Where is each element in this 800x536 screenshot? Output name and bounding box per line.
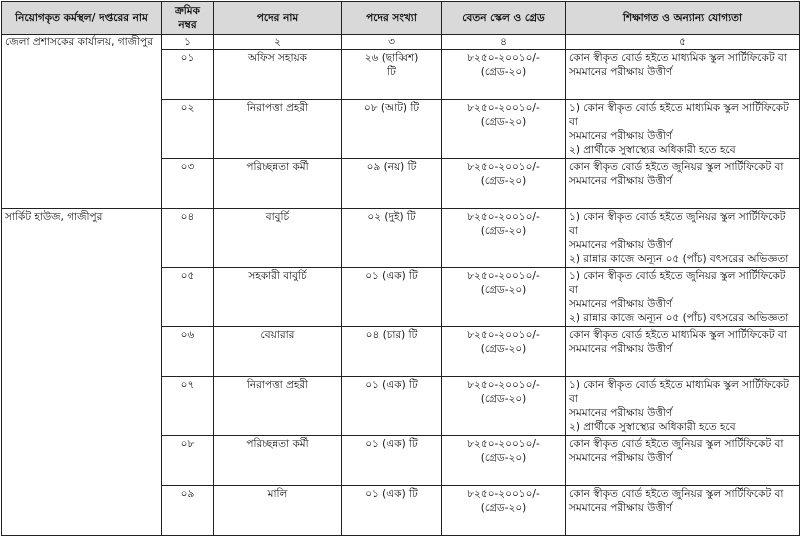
qualification-cell xyxy=(566,100,800,159)
column-number: ১ xyxy=(162,35,214,50)
qualification-line: ২) প্রার্থীকে সুস্বাস্থ্যের অধিকারী হতে হবে xyxy=(569,421,736,433)
qualification-line: সমমানের পরীক্ষায় উত্তীর্ণ xyxy=(569,66,673,78)
grade-line: (গ্রেড-২০) xyxy=(480,502,527,514)
post-count-cell xyxy=(342,209,442,268)
post-count-cell xyxy=(342,100,442,159)
count-line: ০১ (এক) টি xyxy=(365,438,418,450)
header-row xyxy=(2,2,800,35)
column-number: ৫ xyxy=(566,35,800,50)
qualification-line: কোন স্বীকৃত বোর্ড হইতে মাধ্যমিক স্কুল সার্টিফিকেট বা xyxy=(569,52,787,64)
qualification-line: সমমানের পরীক্ষায় উত্তীর্ণ xyxy=(569,130,673,142)
count-line: ০১ (এক) টি xyxy=(365,379,418,391)
post-name-cell: সহকারী বাবুর্চি xyxy=(214,268,342,327)
post-count-cell xyxy=(342,268,442,327)
scale-line: ৮২৫০-২০০১০/- xyxy=(467,161,540,173)
pay-scale-cell xyxy=(442,268,566,327)
post-name-cell: অফিস সহায়ক xyxy=(214,50,342,100)
qualification-line: সমমানের পরীক্ষায় উত্তীর্ণ xyxy=(569,407,673,419)
qualification-line: ১) কোন স্বীকৃত বোর্ড হইতে মাধ্যমিক স্কুল সার্টিফিকেট বা xyxy=(569,379,789,405)
qualification-line: ২) রান্নার কাজে অন্যূন ০৫ (পাঁচ) বৎসরের অভিজ্ঞতা xyxy=(569,253,789,265)
pay-scale-cell xyxy=(442,100,566,159)
qualification-line: ১) কোন স্বীকৃত বোর্ড হইতে জুনিয়র স্কুল সার্টিফিকেট বা xyxy=(569,211,786,237)
scale-line: ৮২৫০-২০০১০/- xyxy=(467,270,540,282)
post-name-cell: নিরাপত্তা প্রহরী xyxy=(214,377,342,436)
count-line: ২৬ (ছাব্বিশ) xyxy=(364,52,419,64)
serial-cell: ০৫ xyxy=(162,268,214,327)
post-count-cell xyxy=(342,377,442,436)
qualification-line: সমমানের পরীক্ষায় উত্তীর্ণ xyxy=(569,298,673,310)
scale-line: ৮২৫০-২০০১০/- xyxy=(467,329,540,341)
scale-line: ৮২৫০-২০০১০/- xyxy=(467,379,540,391)
qualification-line: সমমানের পরীক্ষায় উত্তীর্ণ xyxy=(569,502,673,514)
scale-line: ৮২৫০-২০০১০/- xyxy=(467,102,540,114)
qualification-line: কোন স্বীকৃত বোর্ড হইতে জুনিয়র স্কুল সার্টিফিকেট বা xyxy=(569,161,784,173)
qualification-cell xyxy=(566,327,800,377)
vacancy-table xyxy=(1,1,800,536)
column-number: ৩ xyxy=(342,35,442,50)
scale-line: ৮২৫০-২০০১০/- xyxy=(467,211,540,223)
header-post-count: পদের সংখ্যা xyxy=(342,2,442,35)
qualification-line: সমমানের পরীক্ষায় উত্তীর্ণ xyxy=(569,175,673,187)
table-row xyxy=(2,209,800,268)
post-count-cell xyxy=(342,486,442,536)
post-name-cell: পরিচ্ছন্নতা কর্মী xyxy=(214,436,342,486)
pay-scale-cell xyxy=(442,377,566,436)
qualification-cell xyxy=(566,268,800,327)
header-pay-scale: বেতন স্কেল ও গ্রেড xyxy=(442,2,566,35)
grade-line: (গ্রেড-২০) xyxy=(480,175,527,187)
grade-line: (গ্রেড-২০) xyxy=(480,284,527,296)
count-line: ০৯ (নয়) টি xyxy=(366,161,417,173)
post-name-cell: নিরাপত্তা প্রহরী xyxy=(214,100,342,159)
qualification-cell xyxy=(566,377,800,436)
qualification-cell xyxy=(566,209,800,268)
scale-line: ৮২৫০-২০০১০/- xyxy=(467,52,540,64)
post-name-cell: বেয়ারার xyxy=(214,327,342,377)
qualification-cell xyxy=(566,159,800,209)
pay-scale-cell xyxy=(442,436,566,486)
qualification-line: সমমানের পরীক্ষায় উত্তীর্ণ xyxy=(569,343,673,355)
qualification-line: কোন স্বীকৃত বোর্ড হইতে জুনিয়র স্কুল সার্টিফিকেট বা xyxy=(569,438,784,450)
grade-line: (গ্রেড-২০) xyxy=(480,452,527,464)
workplace-cell: জেলা প্রশাসকের কার্যালয়, গাজীপুর xyxy=(2,35,162,209)
column-number: ৪ xyxy=(442,35,566,50)
qualification-line: ১) কোন স্বীকৃত বোর্ড হইতে জুনিয়র স্কুল সার্টিফিকেট বা xyxy=(569,270,786,296)
scale-line: ৮২৫০-২০০১০/- xyxy=(467,488,540,500)
serial-cell: ০৪ xyxy=(162,209,214,268)
grade-line: (গ্রেড-২০) xyxy=(480,116,527,128)
pay-scale-cell xyxy=(442,209,566,268)
pay-scale-cell xyxy=(442,327,566,377)
post-name-cell: মালি xyxy=(214,486,342,536)
post-count-cell xyxy=(342,50,442,100)
header-qualification: শিক্ষাগত ও অন্যান্য যোগ্যতা xyxy=(566,2,800,35)
qualification-line: সমমানের পরীক্ষায় উত্তীর্ণ xyxy=(569,452,673,464)
qualification-line: ২) প্রার্থীকে সুস্বাস্থ্যের অধিকারী হতে হবে xyxy=(569,144,736,156)
count-line: ০১ (এক) টি xyxy=(365,488,418,500)
qualification-line: সমমানের পরীক্ষায় উত্তীর্ণ xyxy=(569,239,673,251)
pay-scale-cell xyxy=(442,50,566,100)
serial-cell: ০১ xyxy=(162,50,214,100)
qualification-line: ২) রান্নার কাজে অন্যূন ০৫ (পাঁচ) বৎসরের অভিজ্ঞতা xyxy=(569,312,789,324)
count-line: টি xyxy=(387,66,396,78)
qualification-cell xyxy=(566,486,800,536)
qualification-line: কোন স্বীকৃত বোর্ড হইতে মাধ্যমিক স্কুল সার্টিফিকেট বা xyxy=(569,329,787,341)
pay-scale-cell xyxy=(442,159,566,209)
qualification-line: ১) কোন স্বীকৃত বোর্ড হইতে মাধ্যমিক স্কুল সার্টিফিকেট বা xyxy=(569,102,789,128)
workplace-cell: সার্কিট হাউজ, গাজীপুর xyxy=(2,209,162,536)
serial-cell: ০৯ xyxy=(162,486,214,536)
header-post-name: পদের নাম xyxy=(214,2,342,35)
count-line: ০২ (দুই) টি xyxy=(367,211,416,223)
qualification-cell xyxy=(566,50,800,100)
serial-cell: ০২ xyxy=(162,100,214,159)
grade-line: (গ্রেড-২০) xyxy=(480,66,527,78)
grade-line: (গ্রেড-২০) xyxy=(480,343,527,355)
post-name-cell: পরিচ্ছন্নতা কর্মী xyxy=(214,159,342,209)
count-line: ০৮ (আট) টি xyxy=(363,102,420,114)
post-name-cell: বাবুর্চি xyxy=(214,209,342,268)
grade-line: (গ্রেড-২০) xyxy=(480,225,527,237)
post-count-cell xyxy=(342,159,442,209)
post-count-cell xyxy=(342,327,442,377)
header-workplace: নিয়োগকৃত কর্মস্থল/ দপ্তরের নাম xyxy=(2,2,162,35)
job-circular-page xyxy=(1,1,799,514)
count-line: ০১ (এক) টি xyxy=(365,270,418,282)
post-count-cell xyxy=(342,436,442,486)
grade-line: (গ্রেড-২০) xyxy=(480,393,527,405)
serial-cell: ০৮ xyxy=(162,436,214,486)
header-serial: ক্রমিক নম্বর xyxy=(162,2,214,35)
scale-line: ৮২৫০-২০০১০/- xyxy=(467,438,540,450)
column-number-row xyxy=(2,35,800,50)
serial-cell: ০৩ xyxy=(162,159,214,209)
qualification-cell xyxy=(566,436,800,486)
serial-cell: ০৭ xyxy=(162,377,214,436)
pay-scale-cell xyxy=(442,486,566,536)
serial-cell: ০৬ xyxy=(162,327,214,377)
count-line: ০৪ (চার) টি xyxy=(365,329,418,341)
qualification-line: কোন স্বীকৃত বোর্ড হইতে জুনিয়র স্কুল সার্টিফিকেট বা xyxy=(569,488,784,500)
column-number: ২ xyxy=(214,35,342,50)
